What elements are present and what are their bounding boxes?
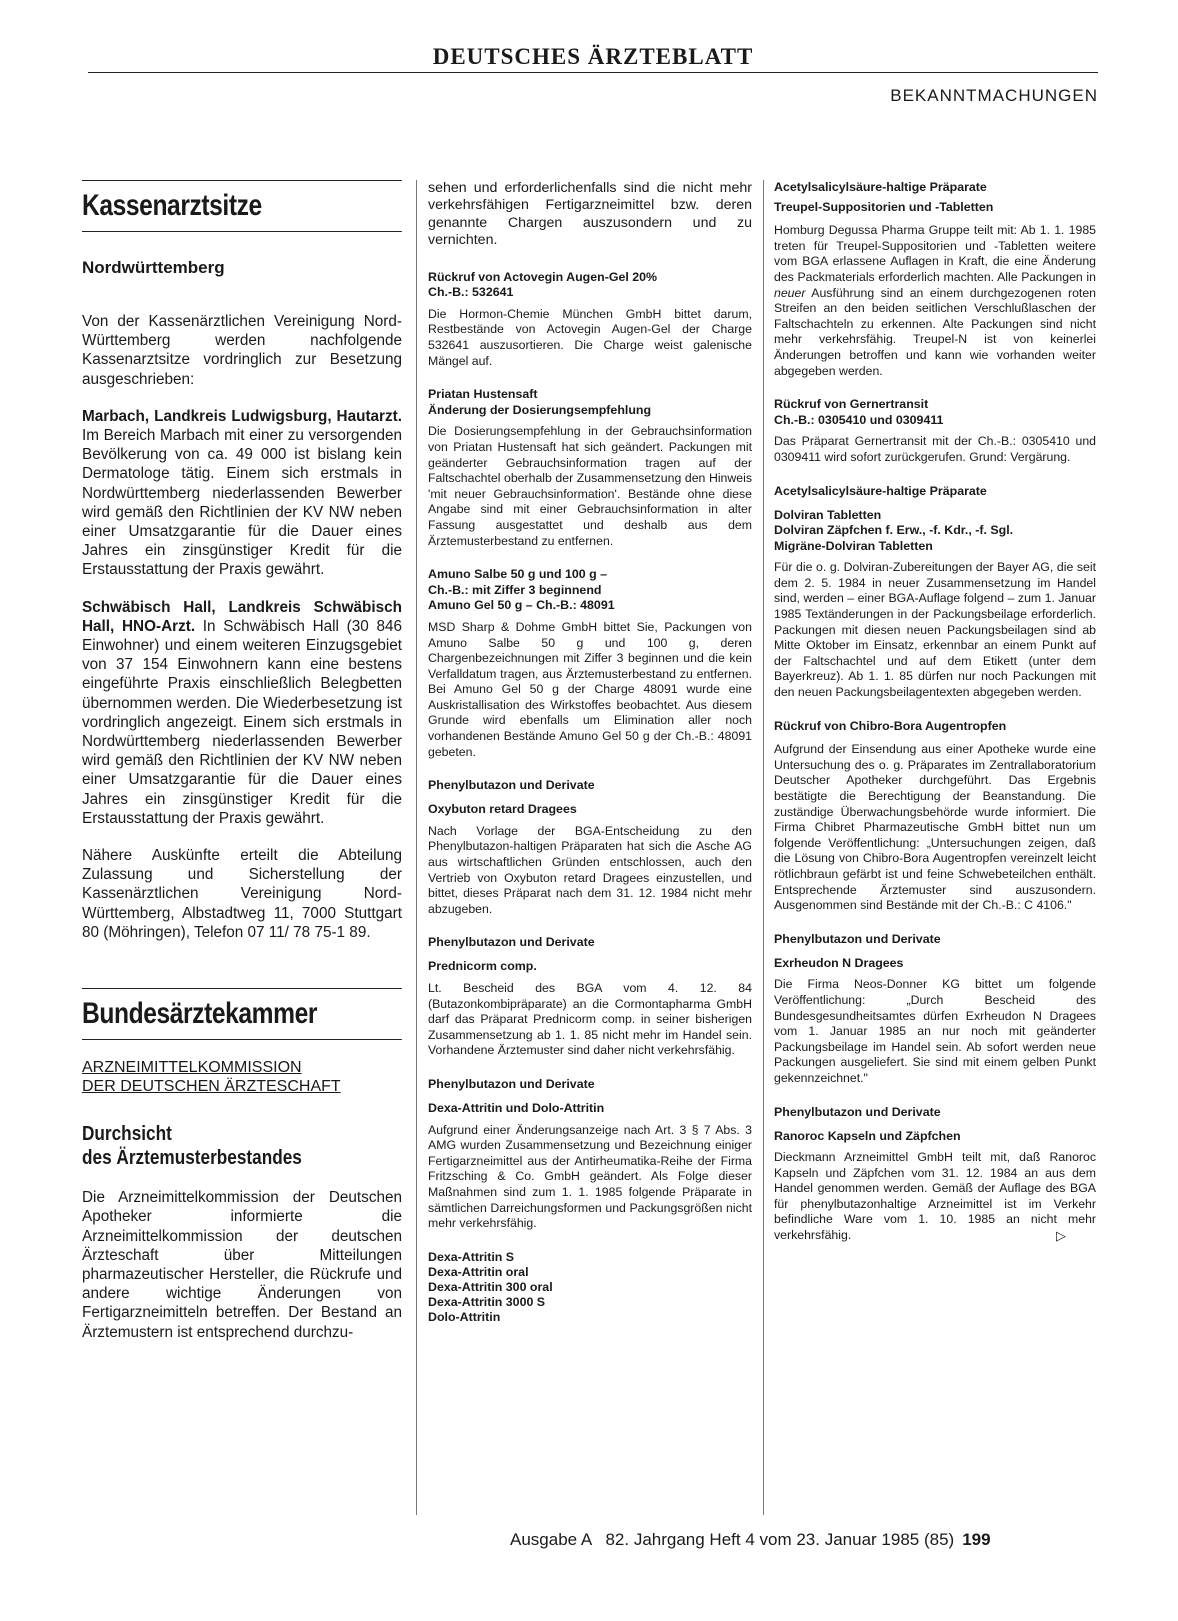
item-category: Acetylsalicylsäure-haltige Präparate <box>774 483 987 498</box>
page-number: 199 <box>962 1530 991 1549</box>
heading-bundesaerztekammer: Bundesärztekammer <box>82 988 402 1040</box>
column-divider <box>763 180 764 1515</box>
item-heading-line: Rückruf von Actovegin Augen-Gel 20% <box>428 269 658 284</box>
list-item: Dexa-Attritin oral <box>428 1264 529 1279</box>
item-heading-line: Ch.-B.: mit Ziffer 3 beginnend <box>428 582 602 597</box>
item-text <box>774 1150 1096 1244</box>
entry-title: Schwäbisch Hall, Landkreis Schwäbisch Hall, HNO-Arzt. <box>82 598 402 635</box>
item-heading-line: Rückruf von Gernertransit <box>774 397 929 412</box>
item-category: Phenylbutazon und Derivate <box>428 935 595 950</box>
body-paragraph: Die Arzneimittelkommission der Deutschen Apotheker informierte die Arzneimittelkommission der deutschen Ärzteschaft über Mitteilungen pharmazeutischer Hersteller, die Rückrufe und andere wichtige Änderungen von Fertigarzneimitteln betreffen. Der Bestand an Ärztemustern ist entsprechend durchzu- <box>82 1189 402 1341</box>
subheading-line: des Ärztemusterbestandes <box>82 1147 302 1170</box>
column-3 <box>774 180 1096 1244</box>
item-text-part: Dieckmann Arzneimittel GmbH teilt mit, daß Ranoroc Kapseln und Zäpfchen vom 31. 12. 1984 an aus dem Handel genommen werden. Gemäß der Auflage des BGA für phenylbutazonhaltige Arzneimittel ist im Verkehr befindliche Ware vom 1. 10. 1985 an nicht mehr verkehrsfähig. <box>774 1150 1096 1243</box>
list-item: Dexa-Attritin 3000 S <box>428 1294 546 1309</box>
item-text: MSD Sharp & Dohme GmbH bittet Sie, Packungen von Amuno Salbe 50 g und 100 g, deren Chargenbezeichnungen mit Ziffer 3 beginnen und die kein Verfalldatum tragen, aus Ärztemusterbestand zu entfernen. Bei Amuno Gel 50 g der Charge 48091 wurde eine Auskristallisation des Wirkstoffes beobachtet. Aus diesem Grunde wird ebenfalls um Elimination aller noch vorhandenen Bestände Amuno Gel 50 g der Ch.-B.: 48091 gebeten. <box>428 619 752 759</box>
item-heading <box>774 397 1096 428</box>
masthead: DEUTSCHES ÄRZTEBLATT <box>88 44 1098 73</box>
entry-schwaebisch-hall <box>82 598 402 828</box>
info-paragraph: Nähere Auskünfte erteilt die Abteilung Zulassung und Sicherstellung der Kassenärztlichen Vereinigung Nord-Württemberg, Albstadtweg 11, 7000 Stuttgart 80 (Möhringen), Telefon 07 11/ 78 75-1 89. <box>82 847 402 941</box>
list-item: Dexa-Attritin S <box>428 1249 515 1264</box>
item-heading-line: Ch.-B.: 0305410 und 0309411 <box>774 412 944 427</box>
kommission-line: DER DEUTSCHEN ÄRZTESCHAFT <box>82 1078 341 1096</box>
item-heading-line: Treupel-Suppositorien und -Tabletten <box>774 199 994 214</box>
subheading-line: Durchsicht <box>82 1123 172 1146</box>
item-text: Die Dosierungsempfehlung in der Gebrauchsinformation von Priatan Hustensaft hat sich geändert. Packungen mit geänderter Gebrauchsinformation tragen auf der Faltschachtel oberhalb der Zusammensetzung den Hinweis 'mit neuer Gebrauchsinformation'. Bestände ohne diese Angabe sind mit einer Gebrauchsinformation in alter Fassung ausgestattet und deshalb aus dem Ärztemusterbestand zu entfernen. <box>428 424 752 548</box>
entry-text: In Schwäbisch Hall (30 846 Einwohner) und einem weiteren Einzugsgebiet von 37 154 Einwohnern kann eine bestens eingeführte Praxis einschließlich Belegbetten übernommen werden. Die Wiederbesetzung ist vordringlich angezeigt. Einem sich erstmals in Nordwürttemberg niederlassenden Bewerber wird gemäß den Richtlinien der KV NW neben einer Umsatzgarantie für die Dauer eines Jahres ein zinsgünstiger Kredit für die Erstausstattung der Praxis gewährt. <box>82 617 402 827</box>
issue-info: Ausgabe A 82. Jahrgang Heft 4 vom 23. Januar 1985 (85) <box>510 1530 955 1549</box>
item-heading: Dexa-Attritin und Dolo-Attritin <box>428 1100 605 1115</box>
item-heading-line: Ch.-B.: 532641 <box>428 285 514 300</box>
section-label: BEKANNTMACHUNGEN <box>890 86 1098 105</box>
kommission-label <box>82 1058 402 1096</box>
item-heading <box>428 270 752 301</box>
item-text: Die Firma Neos-Donner KG bittet um folgende Veröffentlichung: „Durch Bescheid des Bundesgesundheitsamtes dürfen Exrheudon N Dragees vom 1. Januar 1985 an nur noch mit geänderter Packungsbeilage im Handel sein. Ab sofort werden neue Packungen ausgeliefert. Sie sind mit einem gelben Punkt gekennzeichnet." <box>774 977 1096 1085</box>
heading-kassenarztsitze: Kassenarztsitze <box>82 180 402 232</box>
item-heading <box>428 567 752 614</box>
item-heading <box>428 387 752 418</box>
item-heading-line: Dolviran Tabletten <box>774 507 882 522</box>
entry-marbach <box>82 407 402 580</box>
entry-title: Marbach, Landkreis Ludwigsburg, Hautarzt. <box>82 407 402 425</box>
item-category: Phenylbutazon und Derivate <box>774 1104 941 1119</box>
item-heading <box>774 508 1096 555</box>
list-item: Dolo-Attritin <box>428 1309 501 1324</box>
page-footer <box>510 1530 991 1550</box>
kommission-line: ARZNEIMITTELKOMMISSION <box>82 1059 302 1077</box>
item-text: Das Präparat Gernertransit mit der Ch.-B.: 0305410 und 0309411 wird sofort zurückgerufen. Grund: Vergärung. <box>774 434 1096 464</box>
column-1 <box>82 180 402 1360</box>
item-text-part: Homburg Degussa Pharma Gruppe teilt mit: Ab 1. 1. 1985 treten für Treupel-Suppositorien und -Tabletten weitere vom BGA erlassene Auflagen in Kraft, die eine Änderung des Packmaterials erforderlich machten. Alle Packungen in <box>774 223 1096 284</box>
item-text <box>774 223 1096 379</box>
item-heading: Exrheudon N Dragees <box>774 955 904 970</box>
entry-text: Im Bereich Marbach mit einer zu versorgenden Bevölkerung von ca. 49 000 ist bislang kein Dermatologe tätig. Einem sich erstmals in Nordwürttemberg niederlassenden Bewerber wird gemäß den Richtlinien der KV NW neben einer Umsatzgarantie für die Dauer eines Jahres ein zinsgünstiger Kredit für die Erstausstattung der Praxis gewährt. <box>82 427 402 579</box>
list-item: Dexa-Attritin 300 oral <box>428 1279 553 1294</box>
item-heading-line: Priatan Hustensaft <box>428 387 538 402</box>
item-category: Phenylbutazon und Derivate <box>774 931 941 946</box>
product-list <box>428 1250 752 1325</box>
item-heading-line: Acetylsalicylsäure-haltige Präparate <box>774 180 987 194</box>
item-text: Aufgrund der Einsendung aus einer Apotheke wurde eine Untersuchung des o. g. Präparates im Zentrallaboratorium Deutscher Apotheker durchgeführt. Das Ergebnis bestätigte die Berechtigung der Beanstandung. Die zuständige Überwachungsbehörde wurde informiert. Die Firma Chibret Pharmazeutische GmbH bittet nun um folgende Veröffentlichung: „Untersuchungen zeigen, daß die Lösung von Chibro-Bora Augentropfen vereinzelt leicht rötlichbraun gefärbt ist und feine Schwebeteilchen enthält. Entsprechende Ärztemuster sind auszusondern. Ausgenommen sind Bestände mit der Ch.-B.: C 4106." <box>774 742 1096 913</box>
item-heading-line: Änderung der Dosierungsempfehlung <box>428 402 652 417</box>
item-text-part: Ausführung sind an einem durchgezogenen roten Streifen an den beiden seitlichen Verschlußlaschen der Faltschachteln zu erkennen. Alte Packungen sind nicht mehr verkehrsfähig. Treupel-N ist von keinerlei Änderungen betroffen und kann wie vorhanden weiter abgegeben werden. <box>774 285 1096 378</box>
item-heading-line: Amuno Gel 50 g – Ch.-B.: 48091 <box>428 598 615 613</box>
continued-paragraph: sehen und erforderlichenfalls sind die nicht mehr verkehrsfähigen Fertigarzneimittel bzw. deren genannte Chargen auszusondern und zu vernichten. <box>428 180 752 249</box>
item-heading: Prednicorm comp. <box>428 959 537 974</box>
item-heading: Rückruf von Chibro-Bora Augentropfen <box>774 718 1007 733</box>
item-heading <box>774 180 1096 215</box>
item-heading-line: Dolviran Zäpfchen f. Erw., -f. Kdr., -f. Sgl. <box>774 523 1014 538</box>
item-category: Phenylbutazon und Derivate <box>428 1076 595 1091</box>
item-text: Lt. Bescheid des BGA vom 4. 12. 84 (Butazonkombipräparate) an die Cormontapharma GmbH darf das Präparat Prednicorm comp. in seiner bisherigen Zusammensetzung ab 1. 1. 85 nicht mehr im Handel sein. Vorhandene Ärztemuster sind daher nicht verkehrsfähig. <box>428 981 752 1058</box>
item-category: Phenylbutazon und Derivate <box>428 778 595 793</box>
item-text: Die Hormon-Chemie München GmbH bittet darum, Restbestände von Actovegin Augen-Gel der Charge 532641 auszusortieren. Die Charge weist galenische Mängel auf. <box>428 306 752 368</box>
item-heading-line: Migräne-Dolviran Tabletten <box>774 538 933 553</box>
item-text: Nach Vorlage der BGA-Entscheidung zu den Phenylbutazon-haltigen Präparaten hat sich die Asche AG aus wirtschaftlichen Gründen entschlossen, auch den Vertrieb von Oxybuton retard Dragees einzustellen, und bittet, dieses Präparat nach dem 31. 12. 1984 nicht mehr abzugeben. <box>428 823 752 916</box>
item-text: Für die o. g. Dolviran-Zubereitungen der Bayer AG, die seit dem 2. 5. 1984 in neuer Zusammensetzung im Handel sind, werden – einer BGA-Auflage folgend – zum 1. Januar 1985 Textänderungen in der Packungsbeilage erforderlich. Packungen mit diesen neuen Packungsbeilagen sind ab Mitte Oktober im Einsatz, erkennbar an einem Punkt auf der Faltschachtel und auf dem Etikett (unter dem Bayerkreuz). Ab 1. 1. 85 dürfen nur noch Packungen mit den neuen Packungsbeilagentexten abgegeben werden. <box>774 560 1096 700</box>
region-heading: Nordwürttemberg <box>82 258 225 277</box>
intro-paragraph: Von der Kassenärztlichen Vereinigung Nord-Württemberg werden nachfolgende Kassenarztsitze vordringlich zur Besetzung ausgeschrieben: <box>82 313 402 388</box>
item-heading: Oxybuton retard Dragees <box>428 802 577 817</box>
column-divider <box>416 180 417 1515</box>
item-heading-line: Amuno Salbe 50 g und 100 g – <box>428 567 608 582</box>
item-text: Aufgrund einer Änderungsanzeige nach Art. 3 § 7 Abs. 3 AMG wurden Zusammensetzung und Bezeichnung einiger Fertigarzneimittel aus der Antirheumatika-Reihe der Firma Fritzsching & Co. GmbH geändert. Als Folge dieser Maßnahmen sind zum 1. 1. 1985 folgende Präparate in sämtlichen Darreichungsformen und Packungsgrößen nicht mehr verkehrsfähig. <box>428 1122 752 1231</box>
item-text-emphasis: neuer <box>774 285 806 300</box>
continue-icon: ▷ <box>1056 1228 1066 1244</box>
item-heading: Ranoroc Kapseln und Zäpfchen <box>774 1128 961 1143</box>
subheading-durchsicht <box>82 1122 401 1170</box>
column-2 <box>428 180 752 1325</box>
